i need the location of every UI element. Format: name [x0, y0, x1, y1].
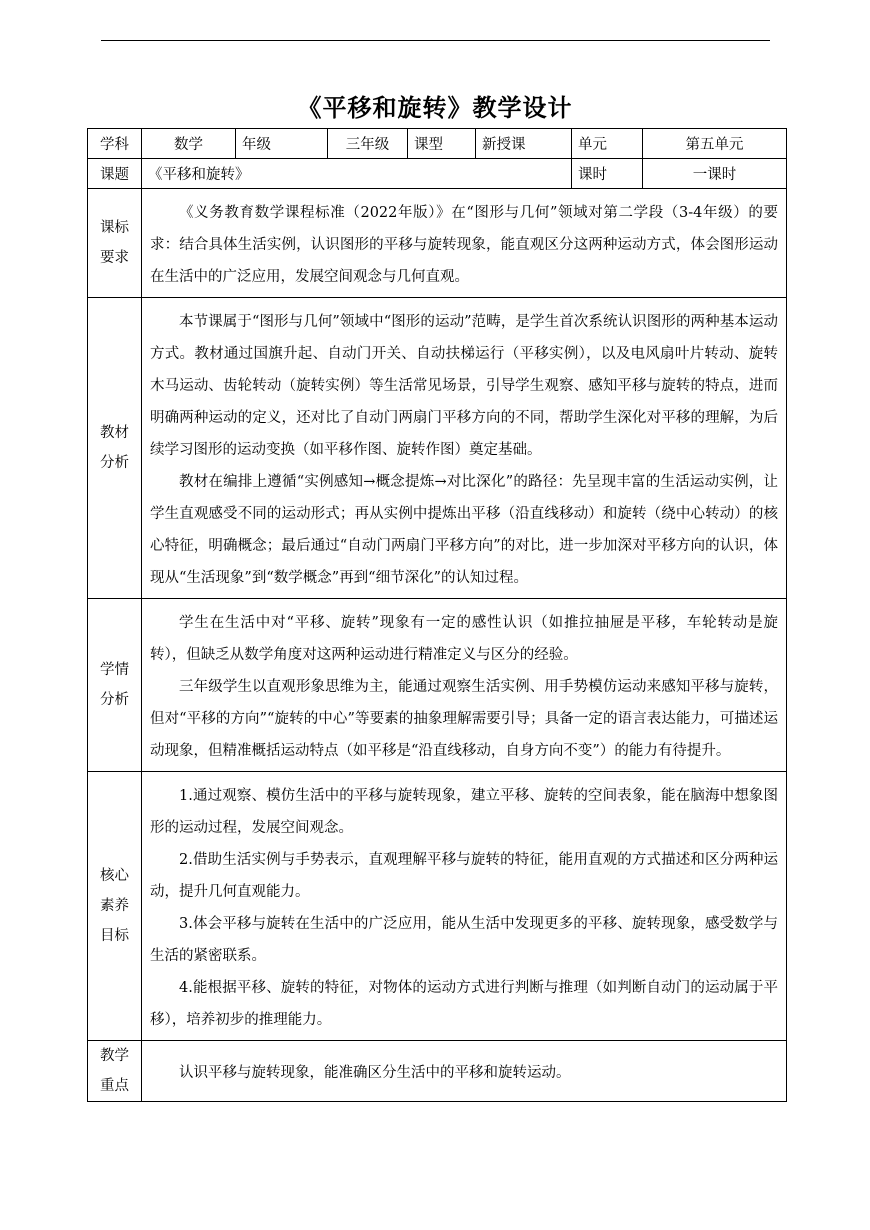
section-body-textbook: [142, 298, 787, 599]
section-row-standards: [88, 189, 787, 298]
topic-value: 《平移和旋转》: [142, 159, 572, 189]
section-body-focus: [142, 1041, 787, 1102]
paragraph: 2.借助生活实例与手势表示，直观理解平移与旋转的特征，能用直观的方式描述和区分两种运动，提升几何直观能力。: [150, 852, 778, 900]
paragraph: 本节课属于“图形与几何”领域中“图形的运动”范畴，是学生首次系统认识图形的两种基本运动方式。教材通过国旗升起、自动门开关、自动扶梯运行（平移实例），以及电风扇叶片转动、旋转木马运动、齿轮转动（旋转实例）等生活常见场景，引导学生观察、感知平移与旋转的特点，进而明确两种运动的定义，还对比了自动门两扇门平移方向的不同，帮助学生深化对平移的理解，为后续学习图形的运动变换（如平移作图、旋转作图）奠定基础。: [150, 314, 778, 458]
unit-label: 单元: [572, 129, 643, 159]
topic-label: 课题: [88, 159, 142, 189]
paragraph: 4.能根据平移、旋转的特征，对物体的运动方式进行判断与推理（如判断自动门的运动属于平移），培养初步的推理能力。: [150, 980, 778, 1028]
paragraph: 《义务教育数学课程标准（2022年版）》在“图形与几何”领域对第二学段（3-4年级）的要求：结合具体生活实例，认识图形的平移与旋转现象，能直观区分这两种运动方式，体会图形运动在生活中的广泛应用，发展空间观念与几何直观。: [150, 205, 778, 285]
section-row-students: [88, 599, 787, 772]
grade-value: 三年级: [328, 129, 408, 159]
subject-label: 学科: [88, 129, 142, 159]
unit-value: 第五单元: [643, 129, 787, 159]
paragraph: 3.体会平移与旋转在生活中的广泛应用，能从生活中发现更多的平移、旋转现象，感受数学与生活的紧密联系。: [150, 916, 778, 964]
section-label-standards: 课标 要求: [88, 189, 142, 298]
info-row: [88, 129, 787, 159]
paragraph: 三年级学生以直观形象思维为主，能通过观察生活实例、用手势模仿运动来感知平移与旋转，但对“平移的方向”“旋转的中心”等要素的抽象理解需要引导；具备一定的语言表达能力，可描述运动现象，但精准概括运动特点（如平移是“沿直线移动，自身方向不变”）的能力有待提升。: [150, 679, 778, 759]
class-hours-value: 一课时: [643, 159, 787, 189]
paragraph: 认识平移与旋转现象，能准确区分生活中的平移和旋转运动。: [179, 1065, 571, 1081]
section-label-students: 学情 分析: [88, 599, 142, 772]
section-row-goals: [88, 772, 787, 1041]
section-body-standards: [142, 189, 787, 298]
section-label-textbook: 教材 分析: [88, 298, 142, 599]
topic-row: [88, 159, 787, 189]
header-rule: [101, 40, 770, 41]
section-label-goals: 核心 素养 目标: [88, 772, 142, 1041]
lesson-plan-table: [87, 128, 787, 1102]
subject-value: 数学: [142, 129, 236, 159]
document-title: 《平移和旋转》教学设计: [297, 93, 573, 122]
section-body-students: [142, 599, 787, 772]
paragraph: 学生在生活中对“平移、旋转”现象有一定的感性认识（如推拉抽屉是平移，车轮转动是旋转），但缺乏从数学角度对这两种运动进行精准定义与区分的经验。: [150, 615, 778, 663]
class-hours-label: 课时: [572, 159, 643, 189]
paragraph: 教材在编排上遵循“实例感知→概念提炼→对比深化”的路径：先呈现丰富的生活运动实例，让学生直观感受不同的运动形式；再从实例中提炼出平移（沿直线移动）和旋转（绕中心转动）的核心特征，明确概念；最后通过“自动门两扇门平移方向”的对比，进一步加深对平移方向的认识，体现从“生活现象”到“数学概念”再到“细节深化”的认知过程。: [150, 474, 778, 586]
section-row-focus: [88, 1041, 787, 1102]
lesson-type-value: 新授课: [476, 129, 572, 159]
lesson-type-label: 课型: [408, 129, 476, 159]
grade-label: 年级: [236, 129, 328, 159]
section-row-textbook: [88, 298, 787, 599]
section-label-focus: 教学 重点: [88, 1041, 142, 1102]
paragraph: 1.通过观察、模仿生活中的平移与旋转现象，建立平移、旋转的空间表象，能在脑海中想象图形的运动过程，发展空间观念。: [150, 788, 778, 836]
section-body-goals: [142, 772, 787, 1041]
